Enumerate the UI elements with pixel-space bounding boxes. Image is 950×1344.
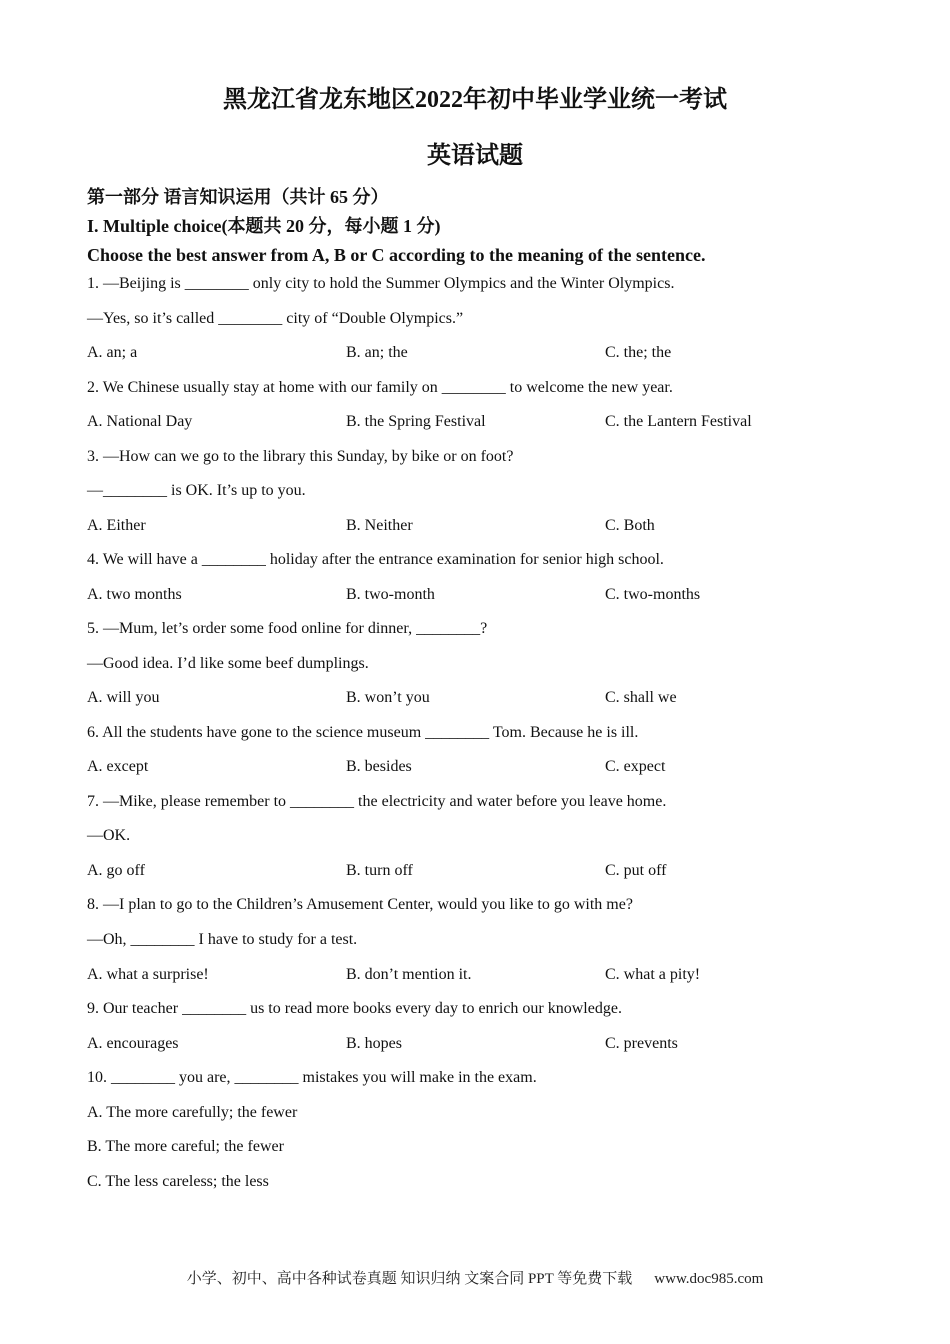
question-6-option-c: C. expect (605, 758, 666, 775)
exam-title: 黑龙江省龙东地区2022年初中毕业学业统一考试 (223, 87, 727, 113)
question-8-option-b: B. don’t mention it. (346, 966, 472, 983)
question-4-option-c: C. two-months (605, 586, 701, 603)
question-10-option-b: B. The more careful; the fewer (87, 1138, 284, 1155)
question-6-line-1: 6. All the students have gone to the science museum ________ Tom. Because he is ill. (87, 724, 639, 741)
question-1-option-a: A. an; a (87, 344, 138, 361)
question-10-option-a: A. The more carefully; the fewer (87, 1104, 298, 1121)
question-3-line-2: —________ is OK. It’s up to you. (87, 482, 306, 499)
question-8-option-c: C. what a pity! (605, 966, 701, 983)
question-3-option-c: C. Both (605, 517, 655, 534)
section-heading: I. Multiple choice(本题共 20 分，每小题 1 分) (87, 216, 441, 236)
footer-text: 小学、初中、高中各种试卷真题 知识归纳 文案合同 PPT 等免费下载 (186, 1271, 633, 1287)
question-10-option-c: C. The less careless; the less (87, 1173, 269, 1190)
question-2-option-a: A. National Day (87, 413, 193, 430)
question-10-line-1: 10. ________ you are, ________ mistakes you will make in the exam. (87, 1069, 537, 1086)
question-2-line-1: 2. We Chinese usually stay at home with our family on ________ to welcome the new year. (87, 379, 673, 396)
question-9-option-a: A. encourages (87, 1035, 179, 1052)
question-5-option-a: A. will you (87, 689, 160, 706)
instruction: Choose the best answer from A, B or C according to the meaning of the sentence. (87, 245, 706, 265)
question-5-option-b: B. won’t you (346, 689, 430, 706)
part-heading: 第一部分 语言知识运用（共计 65 分） (87, 187, 389, 207)
question-3-option-b: B. Neither (346, 517, 413, 534)
question-8-option-a: A. what a surprise! (87, 966, 209, 983)
question-5-line-1: 5. —Mum, let’s order some food online for dinner, ________? (87, 620, 488, 637)
question-9-option-b: B. hopes (346, 1035, 402, 1052)
question-4-line-1: 4. We will have a ________ holiday after the entrance examination for senior high school. (87, 551, 664, 568)
exam-subtitle: 英语试题 (427, 143, 523, 169)
question-7-line-2: —OK. (87, 827, 131, 844)
question-9-option-c: C. prevents (605, 1035, 678, 1052)
question-1-option-c: C. the; the (605, 344, 672, 361)
question-9-line-1: 9. Our teacher ________ us to read more books every day to enrich our knowledge. (87, 1000, 622, 1017)
question-6-option-a: A. except (87, 758, 149, 775)
question-6-option-b: B. besides (346, 758, 412, 775)
question-1-line-2: —Yes, so it’s called ________ city of “Double Olympics.” (87, 310, 464, 327)
question-7-line-1: 7. —Mike, please remember to ________ the electricity and water before you leave home. (87, 793, 667, 810)
footer-site-link[interactable]: www.doc985.com (654, 1271, 764, 1287)
question-2-option-c: C. the Lantern Festival (605, 413, 752, 430)
question-1-option-b: B. an; the (346, 344, 408, 361)
question-7-option-c: C. put off (605, 862, 667, 879)
question-2-option-b: B. the Spring Festival (346, 413, 486, 430)
question-8-line-2: —Oh, ________ I have to study for a test. (87, 931, 358, 948)
question-4-option-a: A. two months (87, 586, 182, 603)
question-8-line-1: 8. —I plan to go to the Children’s Amusement Center, would you like to go with me? (87, 896, 633, 913)
question-1-line-1: 1. —Beijing is ________ only city to hold the Summer Olympics and the Winter Olympics. (87, 275, 675, 292)
question-7-option-b: B. turn off (346, 862, 413, 879)
question-4-option-b: B. two-month (346, 586, 435, 603)
question-7-option-a: A. go off (87, 862, 145, 879)
question-5-option-c: C. shall we (605, 689, 677, 706)
page-footer (0, 1269, 950, 1289)
question-5-line-2: —Good idea. I’d like some beef dumplings. (87, 655, 369, 672)
question-3-option-a: A. Either (87, 517, 146, 534)
question-3-line-1: 3. —How can we go to the library this Sunday, by bike or on foot? (87, 448, 514, 465)
